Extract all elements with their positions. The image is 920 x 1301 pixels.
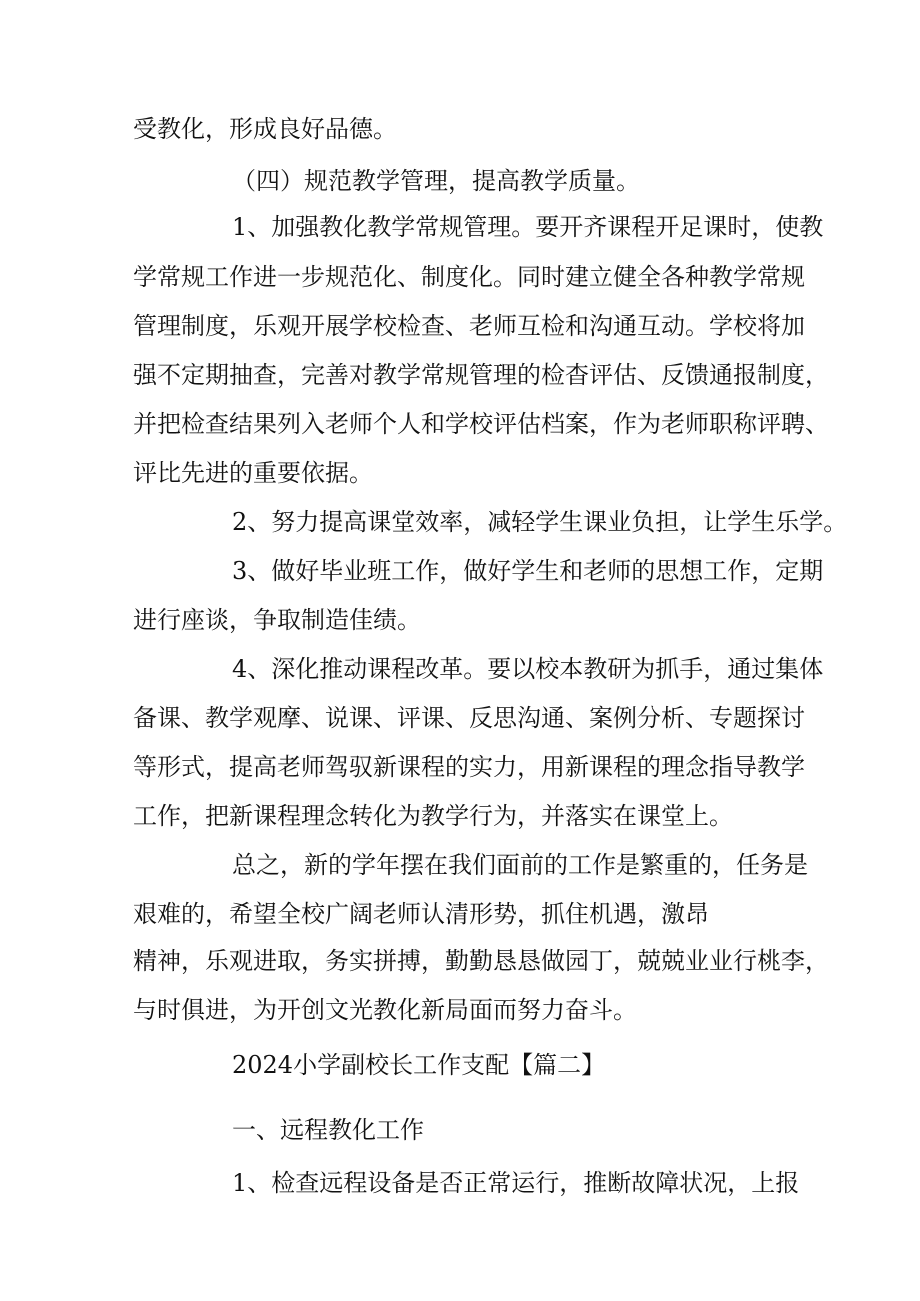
text-line: 评比先进的重要依据。 [133,459,373,487]
paragraph-line [133,360,829,390]
text-line: 3、做好毕业班工作，做好学生和老师的思想工作，定期 [232,557,824,585]
text-line: 与时俱进，为开创文光教化新局面而努力奋斗。 [133,996,637,1024]
text-line: 学常规工作进一步规范化、制度化。同时建立健全各种教学常规 [133,263,805,291]
paragraph-line [133,946,829,976]
text-line: 并把检查结果列入老师个人和学校评估档案，作为老师职称评聘、 [133,410,829,438]
text-line: 管理制度，乐观开展学校检查、老师互检和沟通互动。学校将加 [133,312,805,340]
paragraph-line [133,801,733,831]
section-heading [232,166,640,196]
paragraph-line [133,311,805,341]
paragraph-line [133,458,373,488]
text-line: 强不定期抽查，完善对教学常规管理的检杳评估、反馈通报制度， [133,361,829,389]
text-line: 艰难的，希望全校广阔老师认清形势，抓住机遇，激昂 [133,900,709,928]
text-line: 等形式，提高老师驾驭新课程的实力，用新课程的理念指导教学 [133,753,805,781]
text-line: 1、加强教化教学常规管理。要开齐课程开足课时，使教 [232,213,824,241]
text-line: 精神，乐观进取，务实拼搏，勤勤恳恳做园丁，兢兢业业行桃李， [133,947,829,975]
paragraph-line [232,850,808,880]
text-line: 进行座谈，争取制造佳绩。 [133,606,421,634]
section-heading [232,1115,424,1145]
text-line: 备课、教学观摩、说课、评课、反思沟通、案例分析、专题探讨 [133,704,805,732]
paragraph-line [133,995,637,1025]
paragraph-line [133,752,805,782]
paragraph-line [232,1168,800,1198]
text-line: 工作，把新课程理念转化为教学行为，并落实在课堂上。 [133,802,733,830]
text-line: 一、远程教化工作 [232,1116,424,1144]
paragraph-line [133,409,829,439]
paragraph-line [232,212,824,242]
text-line: 1、检查远程设备是否正常运行，推断故障状况，上报 [232,1169,800,1197]
text-line: 4、深化推动课程改革。要以校本教研为抓手，通过集体 [232,655,824,683]
text-line: （四）规范教学管理，提高教学质量。 [232,167,640,195]
paragraph-line [232,507,848,537]
paragraph-line [133,899,709,929]
paragraph-line [133,114,397,144]
text-line: 2024小学副校长工作支配【篇二】 [232,1051,606,1079]
paragraph-line [232,654,824,684]
text-line: 受教化，形成良好品德。 [133,115,397,143]
paragraph-line [133,262,805,292]
text-line: 2、努力提高课堂效率，减轻学生课业负担，让学生乐学。 [232,508,848,536]
document-section-title [232,1050,605,1080]
text-line: 总之，新的学年摆在我们面前的工作是繁重的，任务是 [232,851,808,879]
paragraph-line [133,703,805,733]
paragraph-line [232,556,824,586]
paragraph-line [133,605,421,635]
